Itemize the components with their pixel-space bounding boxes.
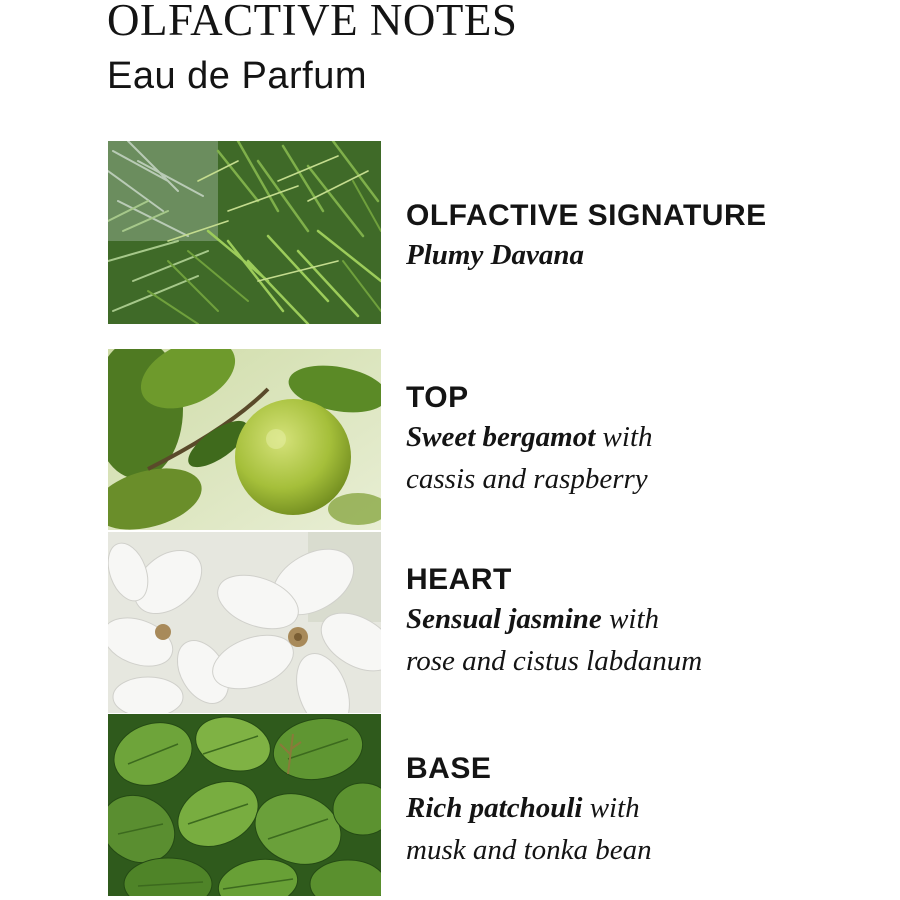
note-description — [406, 234, 767, 276]
page-title: OLFACTIVE NOTES — [107, 0, 518, 45]
note-connector: with — [601, 603, 660, 635]
note-key-ingredient: Sensual jasmine — [406, 603, 602, 635]
davana-foliage-image — [108, 141, 381, 324]
page-subtitle: Eau de Parfum — [107, 55, 367, 97]
note-heart — [406, 562, 702, 682]
bergamot-fruit-image — [108, 349, 381, 530]
note-key-ingredient: Rich patchouli — [406, 792, 583, 824]
note-description — [406, 416, 653, 458]
note-accords: musk and tonka bean — [406, 834, 652, 866]
note-accords: cassis and raspberry — [406, 463, 648, 495]
note-heading: BASE — [406, 752, 492, 785]
note-heading: OLFACTIVE SIGNATURE — [406, 199, 767, 232]
note-signature — [406, 198, 767, 276]
note-heading: TOP — [406, 381, 469, 414]
jasmine-flowers-image — [108, 532, 381, 713]
note-description — [406, 787, 652, 829]
note-top — [406, 380, 653, 500]
note-key-ingredient: Plumy Davana — [406, 239, 585, 271]
note-connector: with — [582, 792, 640, 824]
note-connector: with — [595, 421, 653, 453]
note-key-ingredient: Sweet bergamot — [406, 421, 596, 453]
note-heading: HEART — [406, 563, 512, 596]
patchouli-leaves-image — [108, 714, 381, 896]
note-base — [406, 751, 652, 871]
note-description — [406, 598, 702, 640]
note-accords: rose and cistus labdanum — [406, 645, 703, 677]
